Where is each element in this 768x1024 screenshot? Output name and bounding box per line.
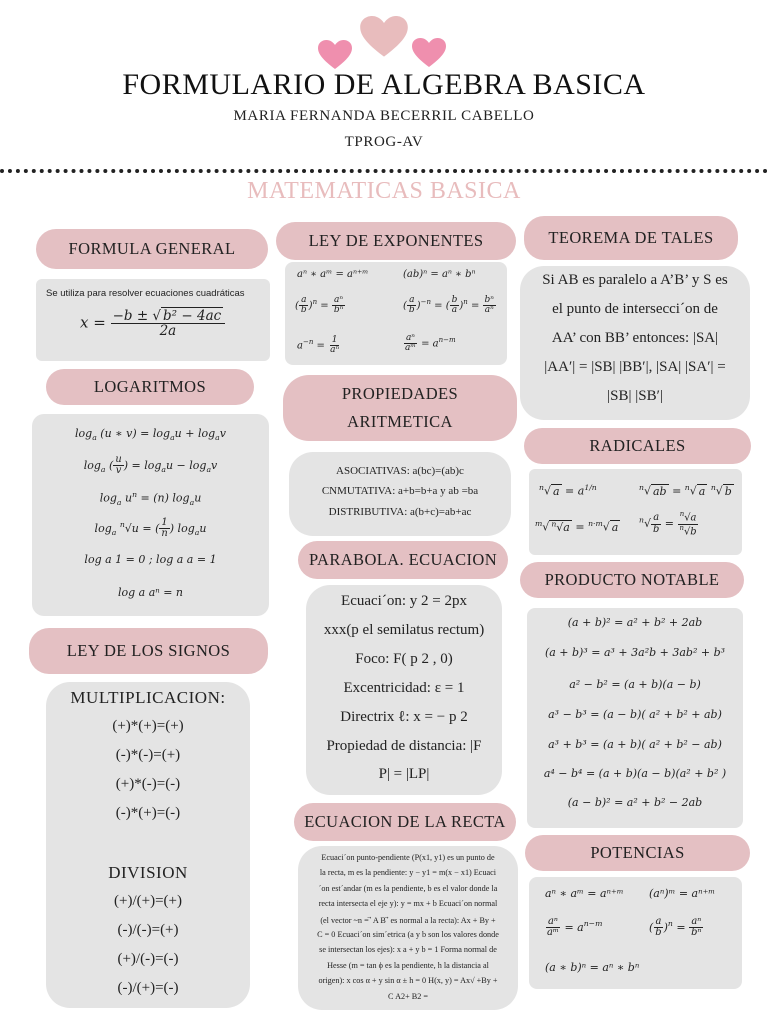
exp-negative-fraction: ( $\frac{a}{b}$ )$^{-n}$ = ( $\frac{b}{a}$ )$^n$ = $\frac{\text{bⁿ}}{\text{aⁿ}}$	[403, 295, 494, 316]
log-product: $\log_a (u$ ∗ $v) = \log_au + \log_av$	[75, 427, 226, 443]
recta-line: recta intersecta el eje y): y = mx + b Ecuaci´on normal	[318, 899, 498, 909]
propiedades-heading: PROPIEDADES ARITMETICA	[283, 375, 517, 441]
radical-exponent: $^n$√ $a = a^{1/n}$	[539, 483, 597, 498]
potencia-fraction: ( $\frac{a}{b}$ )$^n$ = $\frac{\text{aⁿ}}{\text{bⁿ}}$	[649, 916, 702, 939]
tales-line: |AA′| = |SB| |BB′|, |SA| |SA′| =	[544, 359, 726, 375]
potencia-quotient: $\frac{\text{aⁿ}}{\text{aᵐ}}$ = $a^{n-m}$	[547, 916, 603, 939]
producto-notable-row: a⁴ − b⁴ = (a + b)(a − b)(a² + b² )	[543, 767, 727, 780]
recta-line: C = 0 Ecuaci´on sim´etrica (a y b son los valores donde	[317, 930, 499, 939]
propiedades-box	[289, 452, 511, 536]
recta-line: C A2+ B2 =	[388, 991, 428, 1001]
potencia-power: (aⁿ)ᵐ = aⁿ⁺ᵐ	[649, 887, 716, 900]
producto-notable-row: a² − b² = (a + b)(a − b)	[569, 678, 701, 691]
parabola-line: Excentricidad: ε = 1	[343, 680, 465, 696]
recta-line: Hesse (m = tan ϕ es la pendiente, h la distancia al	[327, 960, 489, 970]
section-subtitle: MATEMATICAS BASICA	[247, 178, 521, 204]
formula-general-note: Se utiliza para resolver ecuaciones cuadráticas	[46, 288, 245, 299]
exp-quotient: $\frac{\text{aⁿ}}{\text{aᵐ}}$ = $a^{n-m}$	[405, 333, 456, 354]
recta-line: origen): x cos α + y sin α ± h = 0 H(x, y) = Ax√ +By +	[318, 976, 498, 986]
logaritmos-box	[32, 414, 269, 616]
producto-notable-row: (a + b)² = a² + b² + 2ab	[567, 616, 703, 629]
recta-heading: ECUACION DE LA RECTA	[294, 803, 516, 841]
logaritmos-heading: LOGARITMOS	[46, 369, 254, 405]
ley-exponentes-heading: LEY DE EXPONENTES	[276, 222, 516, 260]
exp-fraction-power: ( $\frac{a}{b}$ )$^n$ = $\frac{\text{aⁿ}}{\text{bⁿ}}$	[295, 295, 344, 316]
potencias-box	[529, 877, 742, 989]
parabola-box	[306, 585, 502, 795]
multiplicacion-title: MULTIPLICACION:	[70, 688, 226, 707]
mult-rule: (-)*(-)=(+)	[115, 747, 181, 763]
radical-nested: $^m$√ $^n$√a = $^{n\cdot m}$√ a	[535, 519, 619, 534]
tales-heading: TEOREMA DE TALES	[524, 216, 738, 260]
ley-signos-heading: LEY DE LOS SIGNOS	[29, 628, 268, 674]
ley-exponentes-box	[285, 262, 507, 365]
group-label: TPROG-AV	[344, 134, 424, 150]
recta-line: Ecuaci´on punto-pendiente (P(x1, y1) es un punto de	[321, 853, 495, 862]
tales-line: |SB| |SB′|	[607, 388, 663, 404]
exp-negative: $a^{-n}$ = $\frac{1}{\text{aⁿ}}$	[297, 335, 340, 356]
tales-box	[520, 266, 750, 420]
author-name: MARIA FERNANDA BECERRIL CABELLO	[233, 108, 535, 124]
tales-line: el punto de intersecci´on de	[552, 301, 718, 317]
log-root: $\log_a ^n√u$ = ( $\frac{1}{n}$ ) $\log_au$	[94, 517, 207, 540]
heart-icon	[360, 16, 408, 58]
recta-line: ´on est´andar (m es la pendiente, b es el valor donde la	[318, 883, 498, 893]
parabola-line: xxx(p el semilatus rectum)	[323, 622, 485, 638]
propiedad-conmutativa: CNMUTATIVA: a+b=b+a y ab =ba	[321, 485, 479, 497]
quadratic-formula: x = $\frac{\text{−b ± √ b² − 4ac}}{2a}$	[80, 309, 225, 338]
tales-line: AA’ con BB’ entonces: |SA|	[551, 330, 719, 346]
radicales-box	[529, 469, 742, 555]
log-power: $\log_a u^n = (n)$ $\log_au$	[99, 490, 202, 507]
formula-general-box	[36, 279, 270, 361]
dotted-divider	[0, 169, 768, 173]
radical-product: $^n$√ ab = $^n$√ a $^n$√ b	[639, 483, 732, 498]
recta-line: (el vector ~n = ⃗ A B ⃗ es normal a la recta): Ax + By +	[320, 915, 496, 925]
log-quotient: $\log_a$ ( $\frac{u}{v}$ ) = $\log_au - \log_av$	[83, 454, 218, 477]
mult-rule: (+)*(-)=(-)	[115, 776, 181, 792]
heart-icon	[412, 38, 446, 68]
log-inverse: log a aⁿ = n	[117, 586, 184, 599]
producto-notable-row: (a + b)³ = a³ + 3a²b + 3ab² + b³	[544, 646, 726, 659]
div-rule: (-)/(-)=(+)	[117, 922, 179, 938]
parabola-line: Ecuaci´on: y 2 = 2px	[341, 593, 467, 609]
potencia-product: aⁿ ∗ aᵐ = aⁿ⁺ᵐ	[545, 887, 624, 900]
div-rule: (-)/(+)=(-)	[117, 980, 179, 996]
radicales-heading: RADICALES	[524, 428, 751, 464]
potencias-heading: POTENCIAS	[525, 835, 750, 871]
mult-rule: (+)*(+)=(+)	[112, 718, 184, 734]
producto-notable-heading: PRODUCTO NOTABLE	[520, 562, 744, 598]
parabola-line: P| = |LP|	[378, 766, 430, 782]
producto-notable-box	[527, 608, 743, 828]
producto-notable-row: (a − b)² = a² + b² − 2ab	[567, 796, 703, 809]
recta-box	[298, 846, 518, 1010]
division-title: DIVISION	[108, 863, 188, 882]
exp-power-product: (ab)ⁿ = aⁿ ∗ bⁿ	[403, 269, 476, 280]
tales-line: Si AB es paralelo a A’B’ y S es	[542, 272, 728, 288]
page-title: FORMULARIO DE ALGEBRA BASICA	[122, 68, 646, 101]
recta-line: la recta, m es la pendiente: y − y1 = m(x − x1) Ecuaci	[319, 868, 497, 878]
parabola-line: Propiedad de distancia: |F	[326, 738, 482, 754]
exp-product: aⁿ ∗ aᵐ = aⁿ⁺ᵐ	[297, 269, 369, 280]
radical-quotient: $^n$√ $\frac{a}{b}$ = $\frac{^n√a}{^n√b}$	[639, 510, 697, 537]
potencia-product-power: (a ∗ b)ⁿ = aⁿ ∗ bⁿ	[545, 961, 640, 974]
heart-icon	[318, 40, 352, 70]
parabola-line: Directrix ℓ: x = − p 2	[340, 709, 468, 725]
producto-notable-row: a³ + b³ = (a + b)( a² + b² − ab)	[548, 738, 722, 751]
mult-rule: (-)*(+)=(-)	[115, 805, 181, 821]
div-rule: (+)/(-)=(-)	[117, 951, 179, 967]
parabola-heading: PARABOLA. ECUACION	[298, 541, 508, 579]
recta-line: se intersectan los ejes): x a + y b = 1 Forma normal de	[319, 945, 497, 955]
log-identity: log a 1 = 0 ; log a a = 1	[84, 553, 217, 566]
div-rule: (+)/(+)=(+)	[114, 893, 182, 909]
propiedad-asociativa: ASOCIATIVAS: a(bc)=(ab)c	[336, 465, 464, 477]
formula-general-heading: FORMULA GENERAL	[36, 229, 268, 269]
ley-signos-box	[46, 682, 250, 1008]
producto-notable-row: a³ − b³ = (a − b)( a² + b² + ab)	[548, 708, 722, 721]
propiedad-distributiva: DISTRIBUTIVA: a(b+c)=ab+ac	[328, 506, 472, 518]
parabola-line: Foco: F( p 2 , 0)	[355, 651, 453, 667]
